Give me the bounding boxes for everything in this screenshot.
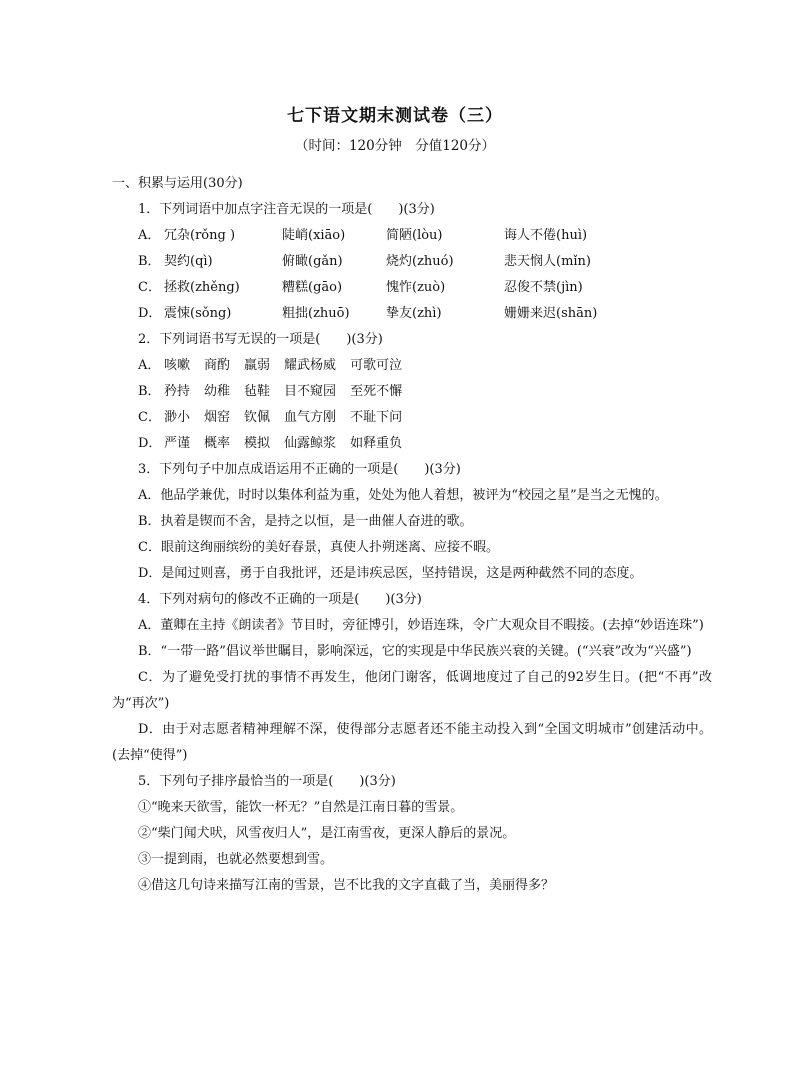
- question-1-option-b: [112, 249, 712, 275]
- option-word: 仙露鲸浆: [284, 436, 337, 451]
- option-item: 悲天悯人(mǐn): [504, 254, 592, 269]
- option-item: 俯瞰(gǎn): [282, 254, 343, 269]
- option-word: 概率: [204, 436, 231, 451]
- question-2-stem: 2．下列词语书写无误的一项是( )(3分): [138, 332, 383, 347]
- option-word: 如释重负: [350, 436, 403, 451]
- option-label: B．: [138, 254, 161, 269]
- option-item: 诲人不倦(huì): [504, 228, 588, 243]
- option-item: 烧灼(zhuó): [386, 254, 454, 269]
- question-1-stem: 1．下列词语中加点字注音无误的一项是( )(3分): [138, 202, 435, 217]
- option-label: B．: [138, 384, 161, 399]
- question-4-option-d: D．由于对志愿者精神理解不深，使得部分志愿者还不能主动投入到“全国文明城市”创建活动中。(去掉“使得”): [112, 722, 712, 763]
- option-word: 严谨: [164, 436, 191, 451]
- exam-body: [112, 171, 712, 899]
- question-4-option-a: A．董卿在主持《朗读者》节目时，旁征博引，妙语连珠，令广大观众目不暇接。(去掉“妙语连珠”): [138, 618, 704, 633]
- option-item: 忍俊不禁(jìn): [504, 280, 583, 295]
- question-1-option-c: [112, 275, 712, 301]
- question-3-option-a: A．他品学兼优，时时以集体利益为重，处处为他人着想，被评为“校园之星”是当之无愧的。: [138, 488, 668, 503]
- option-word: 幼稚: [204, 384, 231, 399]
- section-heading: 一、积累与运用(30分): [112, 176, 243, 191]
- question-1-option-a: [112, 223, 712, 249]
- question-5-stem: 5．下列句子排序最恰当的一项是( )(3分): [138, 774, 396, 789]
- question-5-sentence-2: ②“柴门闻犬吠，风雪夜归人”，是江南雪夜，更深人静后的景况。: [138, 826, 516, 841]
- option-item: 简陋(lòu): [386, 228, 443, 243]
- option-item: 契约(qì): [164, 254, 213, 269]
- option-word: 毡鞋: [244, 384, 271, 399]
- option-item: 挚友(zhì): [386, 306, 442, 321]
- question-5-sentence-4: ④借这几句诗来描写江南的雪景，岂不比我的文字直截了当，美丽得多？: [138, 878, 555, 893]
- question-5-sentence-3: ③一提到雨，也就必然要想到雪。: [138, 852, 334, 867]
- question-1-option-d: [112, 301, 712, 327]
- option-item: 拯救(zhěng): [164, 280, 240, 295]
- question-4-option-b: B．“一带一路”倡议举世瞩目，影响深远，它的实现是中华民族兴衰的关键。(“兴衰”改为“兴盛”): [138, 644, 692, 659]
- question-4-option-c: C．为了避免受打扰的事情不再发生，他闭门谢客，低调地度过了自己的92岁生日。(把“不再”改为“再次”): [112, 670, 712, 711]
- question-3-option-c: C．眼前这绚丽缤纷的美好春景，真使人扑朔迷离、应接不暇。: [138, 540, 499, 555]
- question-3-option-b: B．执着是锲而不舍，是持之以恒，是一曲催人奋进的歌。: [138, 514, 473, 529]
- option-word: 咳嗽: [164, 358, 191, 373]
- option-label: A．: [138, 358, 161, 373]
- option-word: 羸弱: [244, 358, 271, 373]
- option-word: 渺小: [164, 410, 191, 425]
- option-word: 烟窑: [204, 410, 231, 425]
- page-subtitle: （时间：120分钟 分值120分）: [294, 138, 496, 154]
- question-2-option-b: [112, 379, 712, 405]
- question-3-option-d: D．是闻过则喜，勇于自我批评，还是讳疾忌医，坚持错误，这是两种截然不同的态度。: [138, 566, 643, 581]
- option-word: 模拟: [244, 436, 271, 451]
- option-item: 冗杂(rǒng ): [164, 228, 236, 243]
- option-label: D．: [138, 306, 162, 321]
- option-word: 商酌: [204, 358, 231, 373]
- question-3-stem: 3．下列句子中加点成语运用不正确的一项是( )(3分): [138, 462, 461, 477]
- option-word: 矜持: [164, 384, 191, 399]
- option-word: 不耻下问: [350, 410, 403, 425]
- question-2-option-a: [112, 353, 712, 379]
- option-item: 糟糕(gāo): [282, 280, 343, 295]
- option-item: 粗拙(zhuō): [282, 306, 350, 321]
- option-word: 至死不懈: [350, 384, 403, 399]
- question-2-option-d: [112, 431, 712, 457]
- option-item: 愧怍(zuò): [386, 280, 446, 295]
- option-word: 血气方刚: [284, 410, 337, 425]
- option-label: C．: [138, 410, 161, 425]
- page-title: 七下语文期末测试卷（三）: [287, 106, 503, 126]
- option-label: C．: [138, 280, 161, 295]
- question-5-sentence-1: ①“晚来天欲雪，能饮一杯无？”自然是江南日暮的雪景。: [138, 800, 464, 815]
- option-item: 姗姗来迟(shān): [504, 306, 598, 321]
- question-2-option-c: [112, 405, 712, 431]
- option-item: 陡峭(xiāo): [282, 228, 346, 243]
- option-word: 耀武杨威: [284, 358, 337, 373]
- option-word: 目不窥园: [284, 384, 337, 399]
- question-4-stem: 4．下列对病句的修改不正确的一项是( )(3分): [138, 592, 422, 607]
- option-label: A．: [138, 228, 161, 243]
- option-label: D．: [138, 436, 162, 451]
- option-word: 钦佩: [244, 410, 271, 425]
- option-word: 可歌可泣: [350, 358, 403, 373]
- option-item: 震悚(sǒng): [164, 306, 232, 321]
